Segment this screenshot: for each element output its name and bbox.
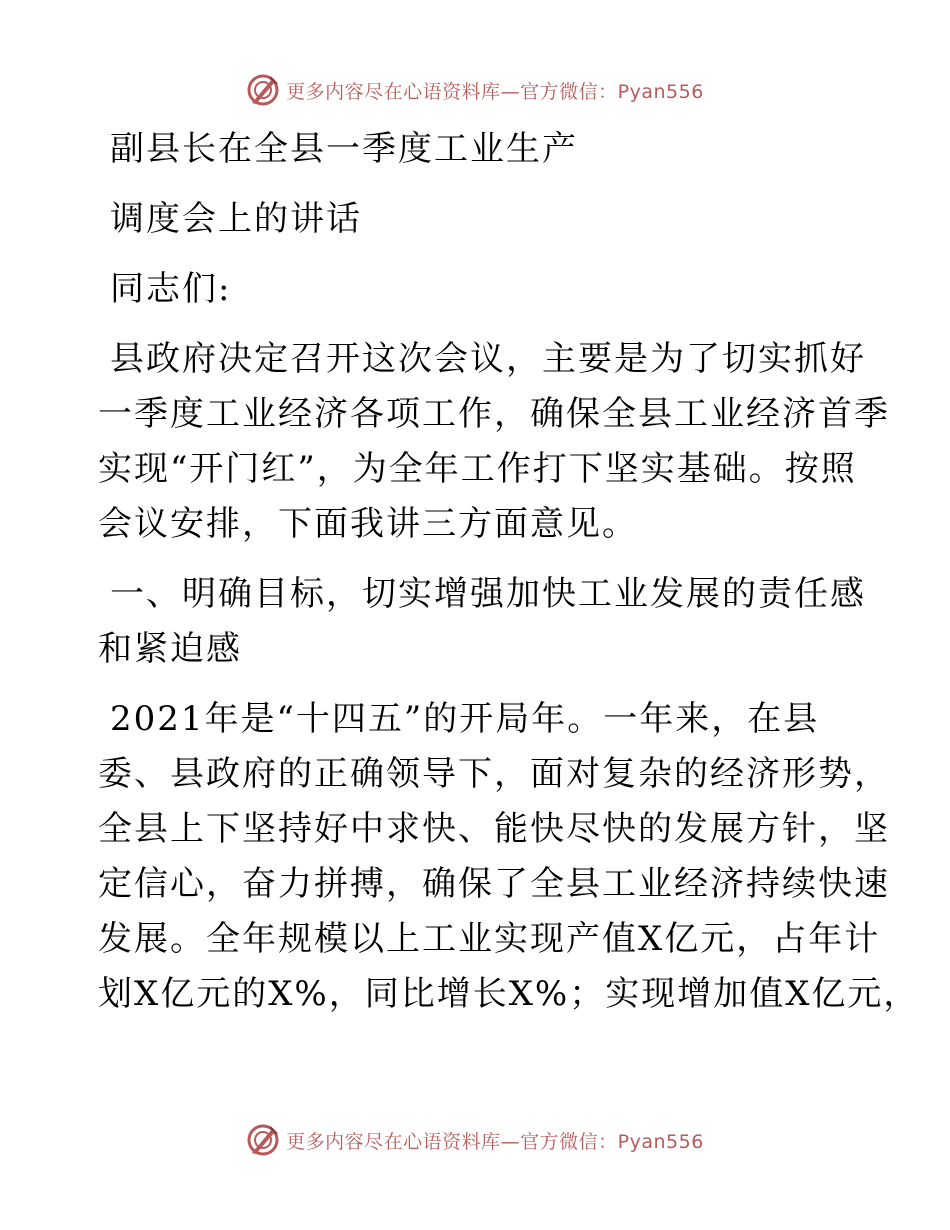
header-banner <box>0 70 950 110</box>
paragraph-line: 委、县政府的正确领导下，面对复杂的经济形势， <box>98 754 890 794</box>
footer-banner <box>0 1120 950 1160</box>
paragraph-line: 一季度工业经济各项工作，确保全县工业经济首季 <box>98 394 890 434</box>
document-body <box>98 122 920 1022</box>
paragraph-line: 全县上下坚持好中求快、能快尽快的发展方针，坚 <box>98 809 890 849</box>
heading-line: 一、明确目标，切实增强加快工业发展的责任感 <box>110 574 866 614</box>
paragraph-line: 发展。全年规模以上工业实现产值X亿元，占年计 <box>98 919 881 959</box>
quill-seal-icon <box>246 73 280 107</box>
document-title-line-2: 调度会上的讲话 <box>110 199 362 239</box>
footer-banner-text: 更多内容尽在心语资料库—官方微信：Pyan556 <box>286 1130 704 1153</box>
paragraph-line: 县政府决定召开这次会议，主要是为了切实抓好 <box>110 339 866 379</box>
paragraph-line: 划X亿元的X%，同比增长X%；实现增加值X亿元， <box>98 974 920 1014</box>
paragraph-line: 2021年是“十四五”的开局年。一年来，在县 <box>110 699 820 739</box>
paragraph-line: 实现“开门红”，为全年工作打下坚实基础。按照 <box>98 449 857 489</box>
quill-seal-icon <box>246 1123 280 1157</box>
paragraph-2 <box>98 692 920 1022</box>
paragraph-line: 定信心，奋力拼搏，确保了全县工业经济持续快速 <box>98 864 890 904</box>
header-banner-text: 更多内容尽在心语资料库—官方微信：Pyan556 <box>286 80 704 103</box>
document-title-line-1: 副县长在全县一季度工业生产 <box>110 129 578 169</box>
paragraph-line: 会议安排，下面我讲三方面意见。 <box>98 504 638 544</box>
paragraph-1 <box>98 332 890 552</box>
salutation: 同志们: <box>110 269 232 309</box>
section-heading-1 <box>98 567 866 677</box>
heading-line: 和紧迫感 <box>98 629 242 669</box>
